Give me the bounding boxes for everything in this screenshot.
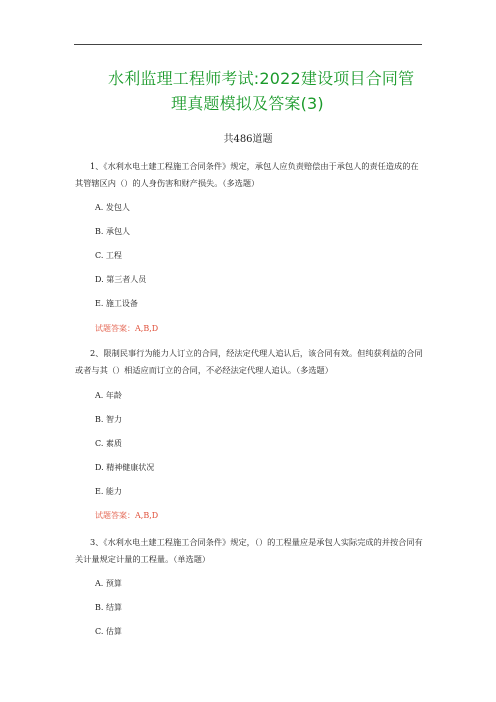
- question-1-option-d: D. 第三者人员: [95, 275, 147, 284]
- question-2-option-e: E. 能力: [95, 487, 122, 496]
- question-3-option-c: C. 估算: [95, 627, 122, 636]
- question-text: 2、限制民事行为能力人订立的合同，经法定代理人追认后，该合同有效。但纯获利益的合同或者与其（）相适应而订立的合同，不必经法定代理人追认。（多选题）: [75, 348, 423, 375]
- question-count: 共486道题: [223, 134, 273, 145]
- question-1-answer: 试题答案：A,B,D: [95, 324, 159, 333]
- question-2-option-d: D. 精神健康状况: [95, 463, 155, 472]
- document-title-line-1: 水利监理工程师考试:2022建设项目合同管: [108, 69, 415, 88]
- question-2-answer: 试题答案：A,B,D: [95, 511, 159, 520]
- question-1-text: [75, 158, 423, 192]
- question-3-option-b: B. 结算: [95, 603, 122, 612]
- question-text: 1、《水利水电土建工程施工合同条件》规定，承包人应负责赔偿由于承包人的责任造成的在其管辖区内（）的人身伤害和财产损失。（多选题）: [75, 161, 419, 188]
- question-1-option-b: B. 承包人: [95, 227, 130, 236]
- question-1-option-e: E. 施工设备: [95, 299, 138, 308]
- question-1-option-a: A. 发包人: [95, 203, 130, 212]
- question-1-option-c: C. 工程: [95, 251, 122, 260]
- question-text: 3、《水利水电土建工程施工合同条件》规定，（）的工程量应是承包人实际完成的并按合同有关计量规定计量的工程量。（单选题）: [75, 537, 423, 564]
- question-2-option-a: A. 年龄: [95, 391, 122, 400]
- question-3-text: [75, 534, 423, 568]
- question-3-option-a: A. 预算: [95, 579, 122, 588]
- header-rule: [74, 44, 422, 45]
- question-2-option-c: C. 素质: [95, 439, 122, 448]
- document-title-line-2: 理真题模拟及答案(3): [171, 94, 324, 113]
- question-2-text: [75, 345, 423, 379]
- question-2-option-b: B. 智力: [95, 415, 122, 424]
